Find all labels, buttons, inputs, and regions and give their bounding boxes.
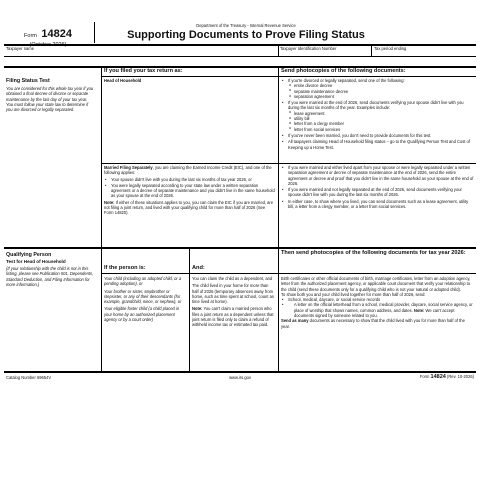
- mfs-description: Married Filing Separately, you are claiming the Earned Income Credit (EIC), and one of the following applies: • Your spouse didn't live with you during the last six months of tax year 2026, or • You were legally separated according to your state law under a written separation agreement or a decree of separate maintenance and you didn't live in the same household as your spouse at the end of 2026. Note: If either of these situations applies to you, you can claim the EIC if you are married, are not filing a joint return, and lived with your qualifying child for more than half of 2026 (See Form 14820).: [104, 165, 275, 216]
- docs-show: To show both you and your child lived together for more than half of 2026, send:: [281, 291, 426, 297]
- docs-intro: Birth certificates or other official documents of birth, marriage certificates, letter from an adoption agency, letter from the authorized placement agency, or applicable court document that verify your relationship to the child (send these documents only for a qualifying child who is not your natural or adopted child).: [281, 276, 471, 292]
- mfs-condition: • Your spouse didn't live with you during the last six months of tax year 2026, or: [104, 177, 275, 182]
- send-docs-header: Send photocopies of the following documents:: [281, 68, 406, 74]
- mfs-condition: • You were legally separated according to your state law under a written separation agreement or a decree of separate maintenance and you didn't live in the same household as your spouse at the end of 2026.: [104, 183, 275, 199]
- filing-status-test-text: You are considered for this whole tax year if you obtained a final decree of divorce or separate maintenance by the last day of your tax year. You must follow your state law to determine if you are divorced or legally separated.: [6, 86, 94, 113]
- form-date: (October 2026): [29, 42, 67, 48]
- person-option: Your brother or sister, stepbrother or stepsister, or any of their descendants (for example, grandchild, niece, or nephew), or: [104, 288, 182, 305]
- docs-footer: documents as necessary to show that the child lived with you for more than half of the year.: [281, 318, 465, 329]
- mfs-doc-item: • If you were married and either lived apart from your spouse or were legally separated under a written separation agreement or decree of separate maintenance at the end of 2026, send the entire agreement or decree and proof that you didn't live in the same household as your spouse at the end of 2026.: [281, 165, 474, 186]
- taxpayer-name-label: Taxpayer name: [6, 46, 34, 51]
- hoh-doc-subitem: o letter from a clergy member: [281, 121, 474, 126]
- page-title: Supporting Documents to Prove Filing Status: [127, 29, 365, 41]
- hoh-doc-subitem: o lease agreement: [281, 111, 474, 116]
- person-description: [104, 276, 187, 322]
- mfs-label: Married Filing Separately: [104, 165, 153, 170]
- hoh-doc-item: • If you're divorced or legally separated, send one of the following:: [281, 78, 474, 83]
- qualifying-person-title: Qualifying Person: [6, 252, 52, 258]
- and-note: You can't claim a married person who files a joint return as a dependent unless that joint return is filed only to claim a refund of withheld income tax or estimated tax paid.: [192, 306, 274, 328]
- hoh-doc-item: • If you've never been married, you don't need to provide documents for this test.: [281, 133, 474, 138]
- hoh-doc-subitem: o entire divorce decree: [281, 83, 474, 88]
- and-condition: The child lived in your home for more than half of 2026 (temporary absences away from home, such as time spent at school, count as time lived at home).: [192, 283, 274, 305]
- hoh-doc-item: • All taxpayers claiming Head of Household filing status – go to the Qualifying Person Test and Cost of Keeping up a Home Test.: [281, 139, 474, 150]
- qualifying-person-note: (If your relationship with the child is not in this listing, please see Publication 501, Dependents, Standard Deduction, and Filing Information for more information.): [6, 266, 94, 287]
- filing-status-test-title: Filing Status Test: [6, 78, 50, 84]
- tax-period-field[interactable]: [372, 46, 476, 56]
- irs-website: www.irs.gov: [229, 375, 251, 380]
- header-divider: [94, 22, 95, 43]
- footer-form-number: 14824: [430, 374, 446, 380]
- footer-form-id: Form 14824 (Rev. 10-2026): [419, 374, 474, 380]
- tax-period-label: Tax period ending: [374, 46, 407, 51]
- and-header: And:: [192, 265, 205, 271]
- hoh-doc-subitem: o letter from social services: [281, 127, 474, 132]
- mfs-doc-item: • If you were married and not legally separated at the end of 2026, send documents verifying your spouse didn't live with you during the last six months of 2026.: [281, 187, 474, 198]
- qualifying-person-subtitle: Test for Head of Household: [6, 259, 66, 264]
- then-send-header: Then send photocopies of the following documents for tax year 2026:: [281, 250, 466, 256]
- hoh-docs-list: [281, 78, 474, 150]
- hoh-doc-subitem: o utility bill: [281, 116, 474, 121]
- filed-as-header: If you filed your tax return as:: [104, 68, 183, 74]
- hoh-doc-subitem: o separation agreement: [281, 94, 474, 99]
- mfs-note: If either of these situations applies to you, you can claim the EIC if you are married, are not filing a joint return, and lived with your qualifying child for more than half of 2026 (See Form 14820).: [104, 199, 274, 216]
- mfs-doc-item: • In either case, to show where you lived, you can send documents such as a lease agreement, utility bill, a letter from a clergy member, or a letter from social services.: [281, 199, 474, 210]
- tin-label: Taxpayer Identification Number: [280, 46, 337, 51]
- head-of-household-label: Head of Household: [104, 78, 142, 83]
- docs-item: • School, medical, daycare, or social service records: [281, 297, 474, 302]
- taxpayer-name-field[interactable]: [4, 46, 277, 56]
- qualifying-docs: Birth certificates or other official documents of birth, marriage certificates, letter from an adoption agency, letter from the authorized placement agency, or applicable court document that verify your relationship to the child (send these documents only for a qualifying child who is not your natural or adopted child). To show both you and your child lived together for more than half of 2026, send: • School, medical, daycare, or social service records • A letter on the official letterhead from a school, medical provider, daycare, social service agency, or place of worship that shows names, common address, and dates. Note: We can't accept documents signed by someone related to you. Send as many documents as necessary to show that the child lived with you for more than half of the year.: [281, 276, 474, 329]
- form-word: Form: [24, 33, 37, 39]
- form-number: 14824: [41, 28, 72, 40]
- person-is-header: If the person is:: [104, 265, 146, 271]
- docs-subitem: • A letter on the official letterhead from a school, medical provider, daycare, social service agency, or place of worship that shows names, common address, and dates. Note: We can't accept documents signed by someone related to you.: [281, 302, 474, 318]
- department-line: Department of the Treasury - Internal Revenue Service: [196, 23, 296, 28]
- person-option: Your eligible foster child (a child placed in your home by an authorized placement agency or by a court order): [104, 306, 180, 323]
- and-condition: You can claim the child as a dependent, and: [192, 276, 273, 281]
- tin-field[interactable]: [279, 46, 370, 56]
- hoh-doc-subitem: o separate maintenance decree: [281, 89, 474, 94]
- and-conditions: You can claim the child as a dependent, and The child lived in your home for more than half of 2026 (temporary absences away from home, such as time spent at school, count as time lived at home). Note: You can't claim a married person who files a joint return as a dependent unless that joint return is filed only to claim a refund of withheld income tax or estimated tax paid.: [192, 276, 276, 328]
- mfs-docs-list: [281, 165, 474, 209]
- person-option: Your child (including an adopted child, or a pending adoption), or: [104, 276, 182, 287]
- hoh-doc-item: • If you were married at the end of 2026, send documents verifying your spouse didn't live with you during the last six months of the year. Examples include:: [281, 100, 474, 111]
- catalog-number: Catalog Number 69654V: [6, 375, 52, 380]
